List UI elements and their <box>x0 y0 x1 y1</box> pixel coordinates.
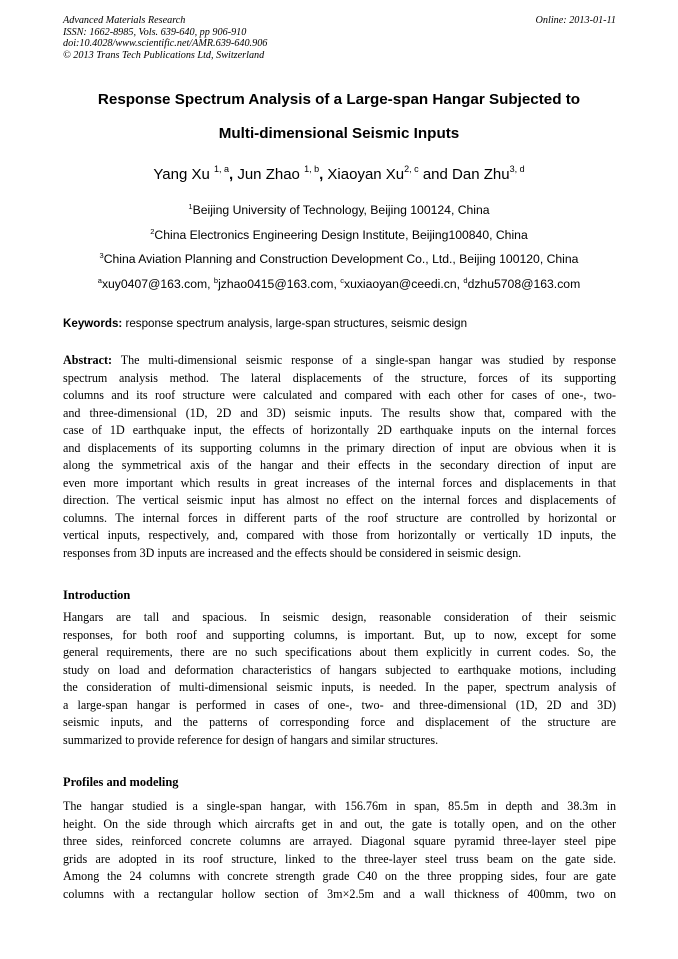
author-separator: and <box>418 166 453 183</box>
abstract-line: spectrum analysis method. The lateral displacements of the structure, forces of its supporting <box>63 370 616 385</box>
email-address: jzhao0415@163.com, <box>218 277 341 291</box>
author-name: Yang Xu <box>153 166 210 183</box>
abstract-line: case of 1D earthquake input, the effects of horizontally 2D earthquake inputs on the internal forces <box>63 423 616 438</box>
abstract-line: columns. The internal forces in different parts of the roof structure are controlled by horizontal or <box>63 510 616 525</box>
introduction-line: general requirements, there are no such specifications about them explicitly in current codes. So, the <box>63 645 616 660</box>
abstract-line-text: The multi-dimensional seismic response of a single-span hangar was studied by response <box>112 353 616 367</box>
affiliation-mark: 3 <box>99 251 104 260</box>
email-mark: a <box>97 276 102 285</box>
introduction-heading: Introduction <box>63 588 131 602</box>
affiliation-2 <box>40 227 638 243</box>
abstract-line: along the symmetrical axis of the hangar and their effects in the secondary direction of input are <box>63 458 616 473</box>
author-name: Dan Zhu <box>452 166 510 183</box>
introduction-line: a large-span hangar is performed in cases of one-, two- and three-dimensional (1D, 2D and 3D) <box>63 697 616 712</box>
author-list <box>60 165 618 185</box>
abstract-line: columns and its roof structure were calculated and compared with each other for cases of one-, two- <box>63 388 616 403</box>
affiliation-mark: 1 <box>188 202 193 211</box>
author-name: Jun Zhao <box>237 166 300 183</box>
introduction-line: summarized to provide reference for design of hangars and similar structures. <box>63 732 439 747</box>
email-mark: c <box>340 276 344 285</box>
introduction-line: responses, for both roof and supporting columns, is important. But, up to now, except for some <box>63 627 616 642</box>
author-name: Xiaoyan Xu <box>327 166 405 183</box>
email-address: dzhu5708@163.com <box>467 277 581 291</box>
online-date: Online: 2013-01-11 <box>535 15 616 26</box>
abstract-line: even more important which results in great increases of the internal forces and displacements in that <box>63 475 616 490</box>
profiles-line: grids are adopted in its roof structure, linked to the three-layer steel truss beam on the gate side. <box>63 851 616 866</box>
affiliation-text: China Aviation Planning and Construction Development Co., Ltd., Beijing 100120, China <box>103 252 579 266</box>
introduction-line: study on load and deformation characteristics of hangars subjected to earthquake motions, including <box>63 662 616 677</box>
email-mark: d <box>463 276 468 285</box>
author-affiliation-mark: 3, d <box>509 164 525 174</box>
introduction-line: Hangars are tall and spacious. In seismic design, reasonable consideration of their seismic <box>63 610 616 624</box>
keywords-text: response spectrum analysis, large-span structures, seismic design <box>122 317 468 330</box>
journal-name: Advanced Materials Research <box>63 15 186 26</box>
profiles-line: columns with a rectangular hollow section of 3m×2.5m and a wall thickness of 400mm, two on <box>63 886 616 901</box>
profiles-heading: Profiles and modeling <box>63 775 179 789</box>
profiles-line: three sides, reinforced concrete columns are arrayed. Diagonal square pyramid three-layer steel pipe <box>63 834 616 849</box>
email-list <box>40 276 638 292</box>
copyright-line: © 2013 Trans Tech Publications Ltd, Switzerland <box>63 49 265 61</box>
profiles-line: height. On the side through which aircrafts get in and out, the gate is totally open, and on the other <box>63 816 616 831</box>
author-separator: , <box>319 166 328 183</box>
abstract-line <box>63 352 616 370</box>
abstract-line: and displacements of its supporting columns in the primary direction of input are obvious when it is <box>63 440 616 455</box>
affiliation-text: China Electronics Engineering Design Institute, Beijing100840, China <box>154 228 528 242</box>
author-affiliation-mark: 2, c <box>404 164 419 174</box>
abstract-line: and three-dimensional (1D, 2D and 3D) seismic inputs. The results show that, compared with the <box>63 405 616 420</box>
profiles-line: Among the 24 columns with concrete strength grade C40 on the three propping sides, four are gate <box>63 869 616 884</box>
keywords-line <box>63 316 616 332</box>
publication-metadata <box>63 15 616 61</box>
profiles-paragraph <box>63 798 616 903</box>
affiliation-3 <box>40 251 638 267</box>
author-affiliation-mark: 1, b <box>304 164 320 174</box>
doi-line: doi:10.4028/www.scientific.net/AMR.639-640.906 <box>63 38 268 50</box>
abstract-paragraph <box>63 352 616 563</box>
abstract-line: direction. The vertical seismic input has almost no effect on the internal forces and displacements of <box>63 493 616 508</box>
email-address: xuxiaoyan@ceedi.cn, <box>343 277 464 291</box>
paper-title-line-2: Multi-dimensional Seismic Inputs <box>218 125 460 142</box>
paper-title-line-1: Response Spectrum Analysis of a Large-span Hangar Subjected to <box>97 91 581 108</box>
profiles-line: The hangar studied is a single-span hangar, with 156.76m in span, 85.5m in depth and 38.3m in <box>63 799 616 813</box>
abstract-label: Abstract: <box>63 353 113 367</box>
issn-line: ISSN: 1662-8985, Vols. 639-640, pp 906-910 <box>63 26 247 38</box>
email-mark: b <box>213 276 219 285</box>
introduction-line: seismic inputs, and the patterns of corresponding force and displacement of the structure are <box>63 715 616 730</box>
email-address: xuy0407@163.com, <box>101 277 214 291</box>
author-separator: , <box>229 166 238 183</box>
affiliation-mark: 2 <box>150 227 155 236</box>
abstract-line: responses from 3D inputs are increased and the effects should be considered in seismic design. <box>63 546 522 561</box>
author-affiliation-mark: 1, a <box>213 164 229 174</box>
affiliation-text: Beijing University of Technology, Beijing 100124, China <box>192 203 490 217</box>
affiliation-1 <box>40 202 638 218</box>
introduction-line: the consideration of multi-dimensional seismic inputs, is needed. In the paper, spectrum analysis of <box>63 680 616 695</box>
introduction-paragraph <box>63 609 616 749</box>
abstract-line: vertical inputs, respectively, and, compared with those from horizontally or vertically 1D inputs, the <box>63 528 616 543</box>
keywords-label: Keywords: <box>63 317 123 330</box>
